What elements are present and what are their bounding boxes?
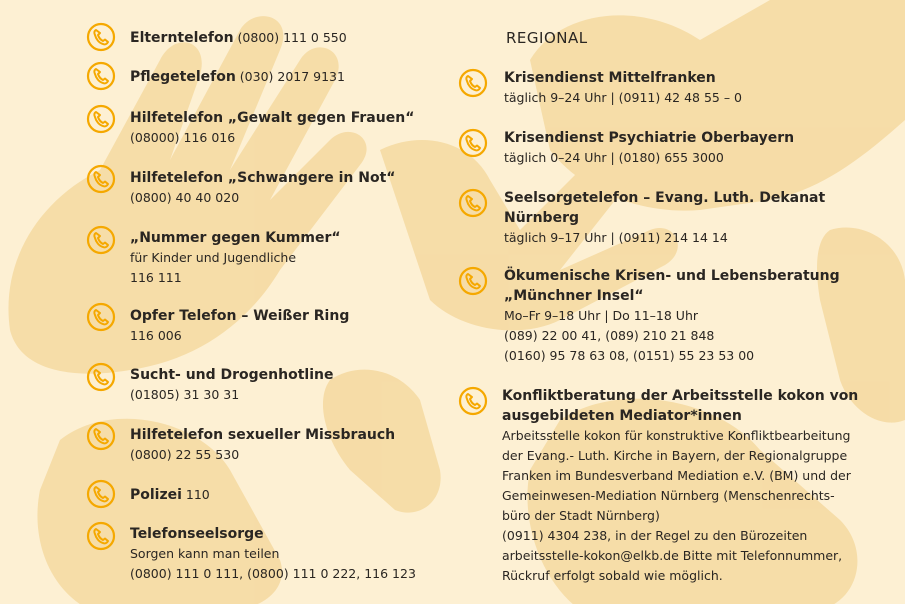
- entry-title: Elterntelefon: [130, 30, 234, 46]
- phone-icon: [86, 362, 116, 392]
- entry-phone: (0800) 22 55 530: [130, 447, 240, 462]
- entry-description: Franken im Bundesverband Mediation e.V. (BM) und der: [502, 468, 851, 483]
- entry-phone: 116 111: [130, 270, 182, 285]
- entry-details: täglich 9–17 Uhr | (0911) 214 14 14: [504, 230, 728, 245]
- entry-phone: (089) 22 00 41, (089) 210 21 848: [504, 328, 715, 343]
- entry-subtitle: Sorgen kann man teilen: [130, 546, 280, 561]
- phone-icon: [86, 521, 116, 551]
- phone-icon: [86, 421, 116, 451]
- entry-title: Opfer Telefon – Weißer Ring: [130, 308, 350, 324]
- phone-icon: [86, 104, 116, 134]
- entry-title: Hilfetelefon sexueller Missbrauch: [130, 427, 396, 443]
- entry-title: „Nummer gegen Kummer“: [130, 230, 341, 246]
- entry-title: Telefonseelsorge: [130, 526, 264, 542]
- entry-description: Gemeinwesen-Mediation Nürnberg (Menschenrechts-: [502, 488, 835, 503]
- entry-description: der Evang.- Luth. Kirche in Bayern, der Regionalgruppe: [502, 448, 848, 463]
- entry-title: Konfliktberatung der Arbeitsstelle kokon von: [502, 388, 859, 404]
- entry-title: Krisendienst Psychiatrie Oberbayern: [504, 130, 795, 146]
- phone-icon: [458, 128, 488, 158]
- entry-details: täglich 0–24 Uhr | (0180) 655 3000: [504, 150, 724, 165]
- entry-title: Hilfetelefon „Schwangere in Not“: [130, 170, 396, 186]
- entry-title-line2: „Münchner Insel“: [504, 288, 644, 304]
- entry-description: Arbeitsstelle kokon für konstruktive Konfliktbearbeitung: [502, 428, 851, 443]
- entry-phone: (030) 2017 9131: [235, 69, 345, 84]
- phone-icon: [86, 61, 116, 91]
- entry-phone: (0800) 111 0 550: [233, 30, 347, 45]
- phone-icon: [458, 386, 488, 416]
- entry-phone: (01805) 31 30 31: [130, 387, 240, 402]
- entry-phone: (0160) 95 78 63 08, (0151) 55 23 53 00: [504, 348, 755, 363]
- entry-description: büro der Stadt Nürnberg): [502, 508, 660, 523]
- entry-title-line2: ausgebildeten Mediator*innen: [502, 408, 742, 424]
- entry-title-line2: Nürnberg: [504, 210, 579, 226]
- entry-title: Krisendienst Mittelfranken: [504, 70, 716, 86]
- entry-title: Hilfetelefon „Gewalt gegen Frauen“: [130, 110, 415, 126]
- entry-subtitle: für Kinder und Jugendliche: [130, 250, 297, 265]
- entry-phone: 116 006: [130, 328, 182, 343]
- phone-icon: [86, 22, 116, 52]
- phone-icon: [458, 266, 488, 296]
- entry-phone: (08000) 116 016: [130, 130, 236, 145]
- entry-title: Sucht- und Drogenhotline: [130, 367, 334, 383]
- phone-icon: [86, 302, 116, 332]
- entry-title: Pflegetelefon: [130, 69, 236, 85]
- phone-icon: [86, 479, 116, 509]
- entry-phone: (0800) 40 40 020: [130, 190, 240, 205]
- entry-title: Ökumenische Krisen- und Lebensberatung: [504, 268, 840, 284]
- section-heading: REGIONAL: [506, 29, 588, 47]
- entry-title: Polizei: [130, 487, 182, 503]
- entry-title: Seelsorgetelefon – Evang. Luth. Dekanat: [504, 190, 826, 206]
- entry-note: Rückruf erfolgt sobald wie möglich.: [502, 568, 723, 583]
- entry-details: täglich 9–24 Uhr | (0911) 42 48 55 – 0: [504, 90, 743, 105]
- phone-icon: [458, 188, 488, 218]
- entry-phone: (0911) 4304 238, in der Regel zu den Bürozeiten: [502, 528, 808, 543]
- entry-email: arbeitsstelle-kokon@elkb.de Bitte mit Telefonnummer,: [502, 548, 843, 563]
- phone-icon: [86, 225, 116, 255]
- phone-icon: [458, 68, 488, 98]
- entry-phone: (0800) 111 0 111, (0800) 111 0 222, 116 123: [130, 566, 416, 581]
- entry-hours: Mo–Fr 9–18 Uhr | Do 11–18 Uhr: [504, 308, 699, 323]
- bottom-border: [0, 604, 905, 610]
- phone-icon: [86, 164, 116, 194]
- entry-phone: 110: [181, 487, 210, 502]
